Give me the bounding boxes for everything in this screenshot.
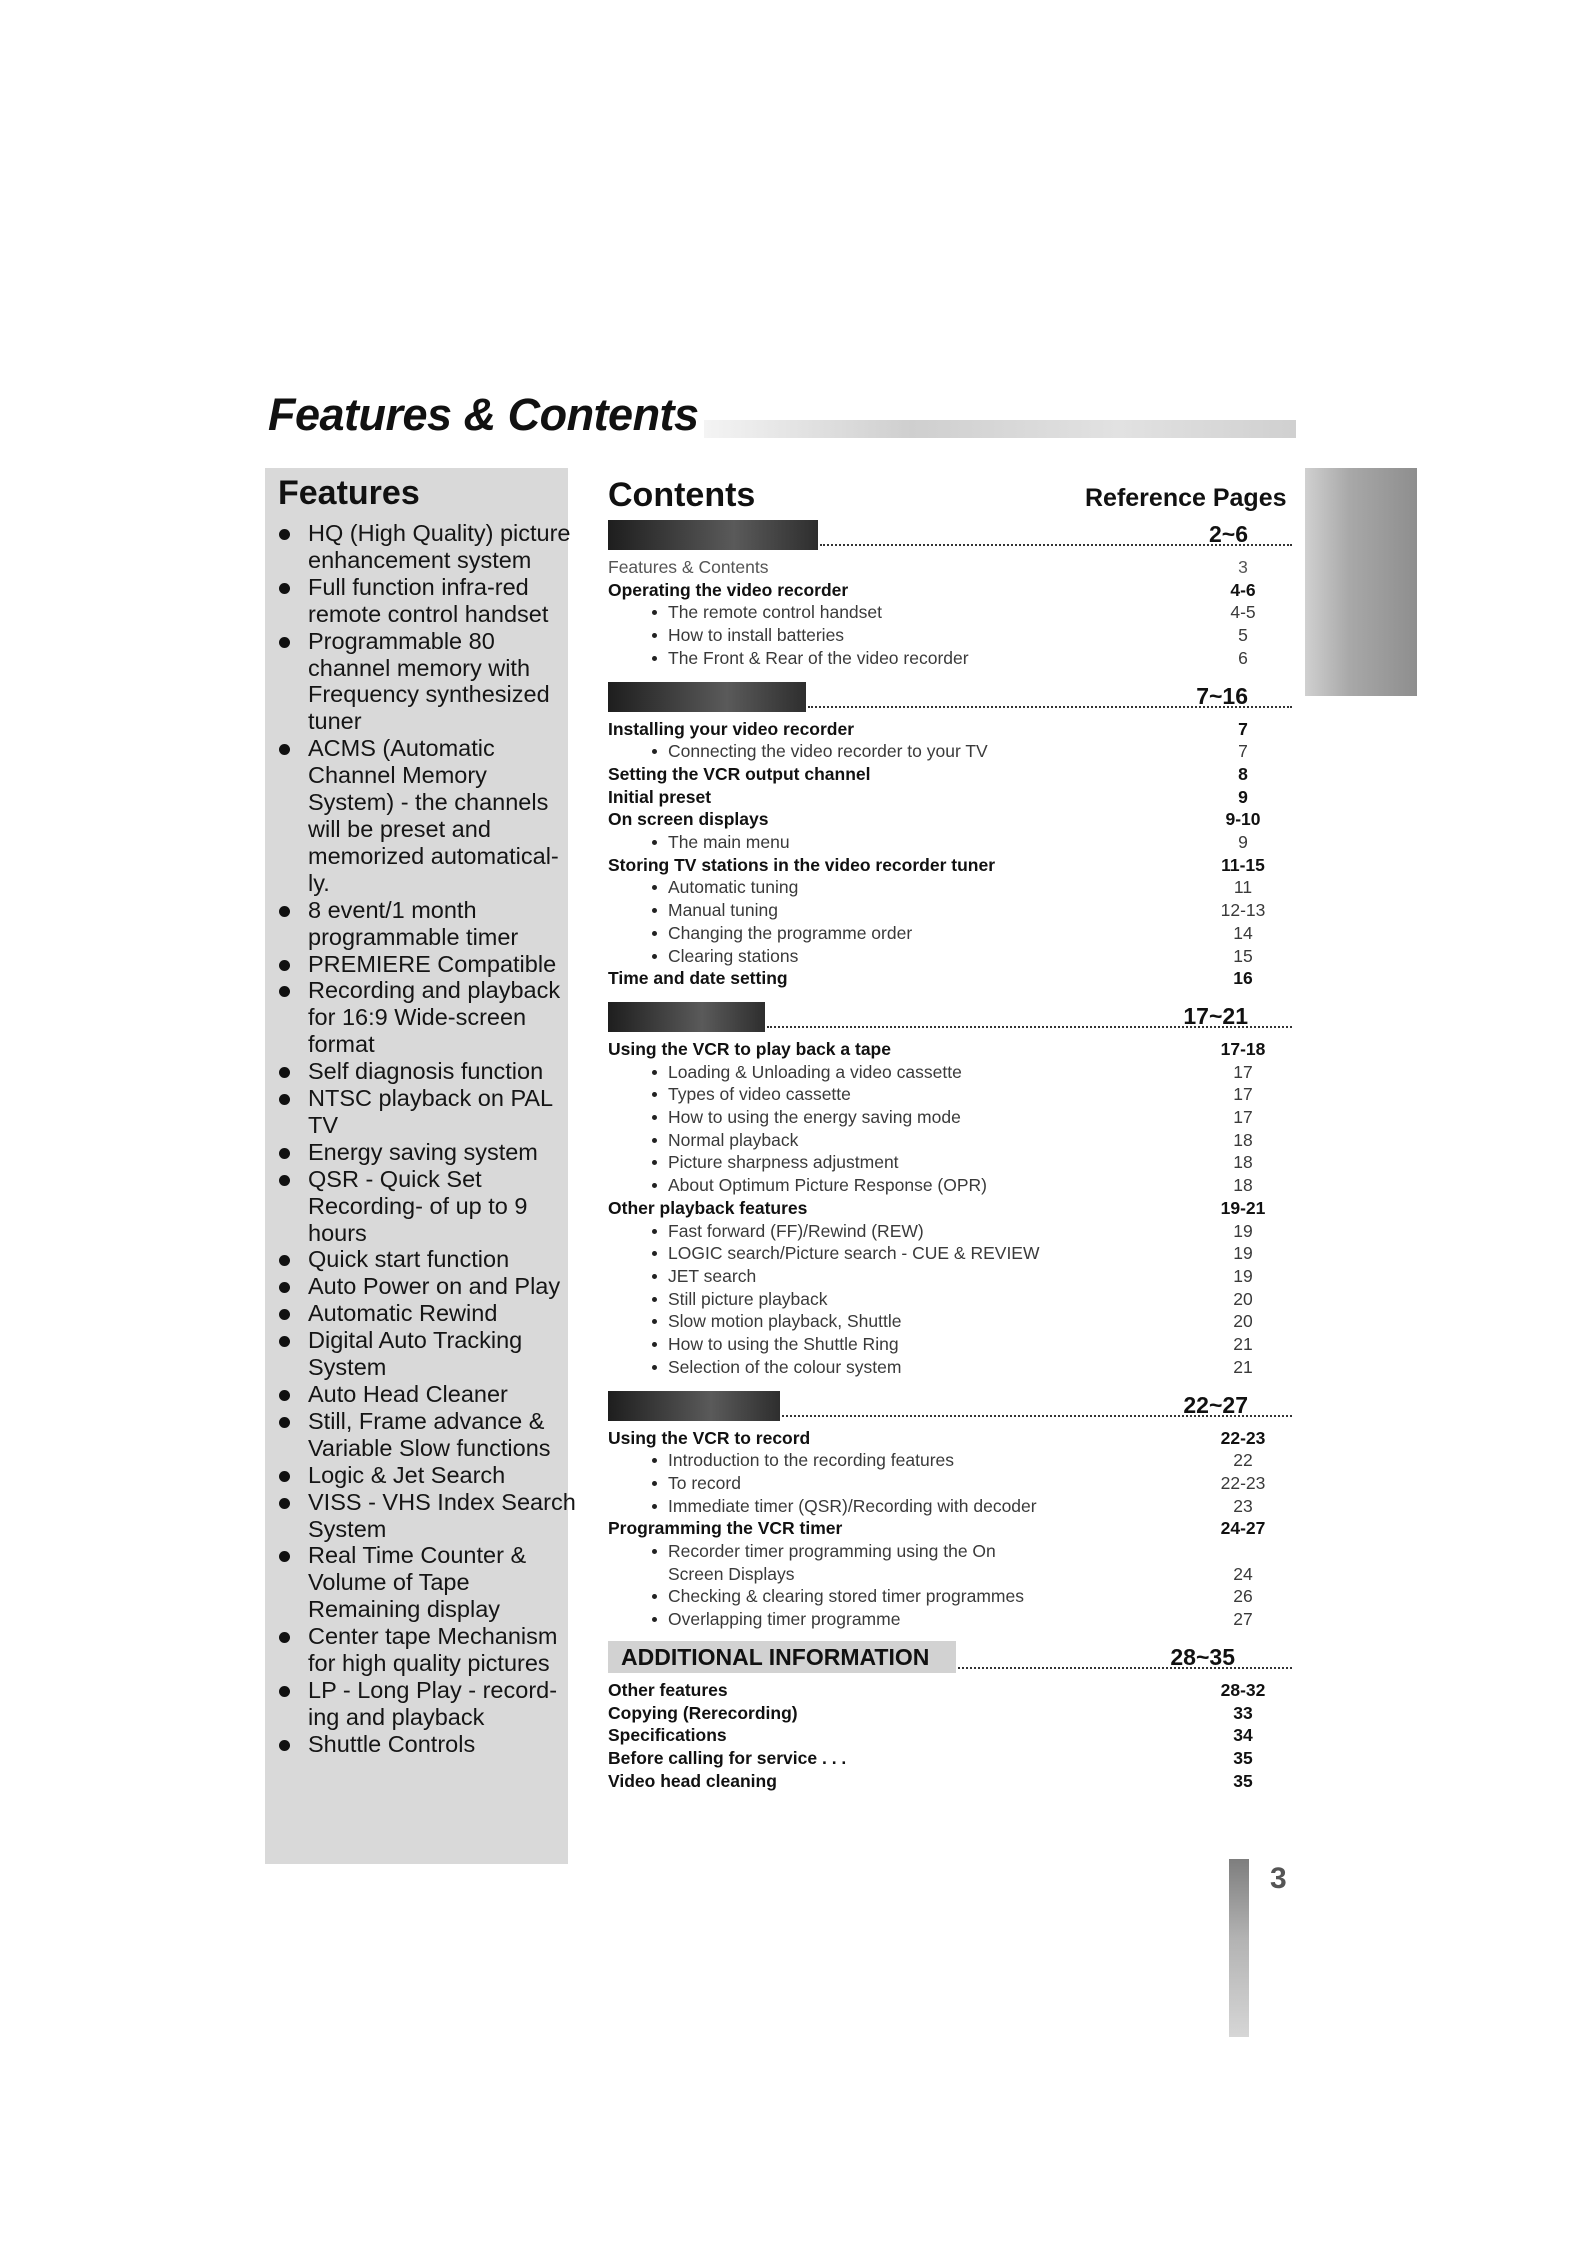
toc-subentry <box>608 876 1292 899</box>
feature-item: Auto Head Cleaner <box>276 1381 576 1408</box>
section-page-range: 7~16 <box>1196 682 1248 709</box>
toc-entry-title: Using the VCR to play back a tape <box>608 1038 891 1059</box>
toc-entry-title: Installing your video recorder <box>608 718 855 739</box>
toc-subentry <box>608 1333 1292 1356</box>
toc-section-header <box>608 680 1292 712</box>
feature-item: Shuttle Controls <box>276 1731 576 1758</box>
toc-entry-page: 22 <box>1233 1450 1253 1471</box>
feature-item: NTSC playback on PAL TV <box>276 1085 576 1139</box>
toc-entry-title: Normal playback <box>668 1129 799 1150</box>
toc-entry-title: How to install batteries <box>668 625 845 646</box>
toc-subentry <box>608 740 1292 763</box>
toc-entry-page: 27 <box>1233 1609 1253 1630</box>
toc-entry-title: LOGIC search/Picture search - CUE & REVIEW <box>668 1243 1040 1264</box>
toc-entry-title: Other playback features <box>608 1197 808 1218</box>
toc-entry-page: 35 <box>1233 1770 1253 1791</box>
toc-entry-page: 17 <box>1233 1061 1253 1082</box>
toc-subentry <box>608 1608 1292 1631</box>
toc-entry-page: 9 <box>1238 786 1248 807</box>
toc-entry-title: Clearing stations <box>668 945 799 966</box>
toc-entry-page: 19 <box>1233 1243 1253 1264</box>
section-side-tab <box>1305 468 1417 696</box>
feature-item: Energy saving system <box>276 1139 576 1166</box>
toc-entry-page: 20 <box>1233 1311 1253 1332</box>
toc-entry <box>608 786 1292 809</box>
toc-entry-page: 9 <box>1238 832 1248 853</box>
toc-entry-title: Using the VCR to record <box>608 1427 811 1448</box>
toc-subentry <box>608 922 1292 945</box>
feature-item: Real Time Counter & Volume of Tape Remaining display <box>276 1542 576 1623</box>
toc-entry-title: Operating the video recorder <box>608 579 849 600</box>
toc-subentry <box>608 1288 1292 1311</box>
section-label-block: ADDITIONAL INFORMATION <box>608 1641 956 1673</box>
toc-entry-page: 19-21 <box>1220 1197 1266 1218</box>
toc-entry <box>608 579 1292 602</box>
toc-entry-page: 28-32 <box>1220 1679 1266 1700</box>
toc-entry-page: 22-23 <box>1220 1472 1266 1493</box>
toc-entry-title: Programming the VCR timer <box>608 1518 843 1539</box>
toc-entry <box>608 854 1292 877</box>
dotted-leader <box>958 1667 1292 1669</box>
toc-entry-title: Recorder timer programming using the On Screen Displays <box>668 1541 996 1584</box>
feature-item: 8 event/1 month programmable timer <box>276 897 576 951</box>
toc-subentry <box>608 1356 1292 1379</box>
toc-entry-title: Loading & Unloading a video cassette <box>668 1061 962 1082</box>
toc-entry <box>608 1038 1292 1061</box>
toc-entry-title: Slow motion playback, Shuttle <box>668 1311 902 1332</box>
section-tab-block <box>608 1002 765 1032</box>
toc-entry-title: Picture sharpness adjustment <box>668 1152 899 1173</box>
toc-entry-page: 18 <box>1233 1129 1253 1150</box>
toc-subentry <box>608 1495 1292 1518</box>
toc-entry-title: Features & Contents <box>608 557 769 577</box>
feature-item: Automatic Rewind <box>276 1300 576 1327</box>
toc-entry-title: Copying (Rerecording) <box>608 1702 798 1723</box>
page-number-strip <box>1229 1859 1249 2037</box>
toc-entry-page: 9-10 <box>1225 809 1261 830</box>
toc-entry-title: Fast forward (FF)/Rewind (REW) <box>668 1220 924 1241</box>
title-gradient-bar <box>704 420 1296 438</box>
table-of-contents <box>608 518 1292 1792</box>
feature-item: Center tape Mechanism for high quality pictures <box>276 1623 576 1677</box>
toc-entry-page: 18 <box>1233 1152 1253 1173</box>
toc-entry-title: The main menu <box>668 832 790 853</box>
toc-entry-page: 14 <box>1233 922 1253 943</box>
toc-section-header <box>608 1389 1292 1421</box>
toc-subentry <box>608 1106 1292 1129</box>
toc-entry-title: Checking & clearing stored timer programmes <box>668 1586 1024 1607</box>
toc-subentry <box>608 1585 1292 1608</box>
toc-entry-page: 19 <box>1233 1220 1253 1241</box>
features-heading: Features <box>278 474 420 512</box>
toc-subentry <box>608 1540 1292 1585</box>
toc-entry-title: Time and date setting <box>608 968 788 989</box>
toc-entry-page: 16 <box>1233 968 1253 989</box>
feature-item: QSR - Quick Set Recording- of up to 9 hours <box>276 1166 576 1247</box>
toc-entry <box>608 1427 1292 1450</box>
toc-subentry <box>608 1449 1292 1472</box>
contents-heading: Contents <box>608 476 756 514</box>
feature-item: LP - Long Play - record- ing and playback <box>276 1677 576 1731</box>
toc-entry-title: Immediate timer (QSR)/Recording with decoder <box>668 1495 1037 1516</box>
toc-entry <box>608 1770 1292 1793</box>
toc-subentry <box>608 1242 1292 1265</box>
toc-entry-page: 18 <box>1233 1175 1253 1196</box>
toc-subentry <box>608 945 1292 968</box>
toc-entry-page: 24 <box>1233 1563 1253 1584</box>
feature-item: ACMS (Automatic Channel Memory System) - the channels will be preset and memorized automatical- ly. <box>276 735 576 896</box>
toc-entry-title: Other features <box>608 1679 728 1700</box>
toc-subentry <box>608 1129 1292 1152</box>
section-tab-block <box>608 1391 780 1421</box>
toc-entry-title: Types of video cassette <box>668 1084 851 1105</box>
toc-entry <box>608 556 1292 579</box>
toc-entry-page: 21 <box>1233 1356 1253 1377</box>
toc-entry-page: 7 <box>1238 718 1248 739</box>
reference-pages-heading: Reference Pages <box>1085 484 1287 512</box>
toc-entry-title: Automatic tuning <box>668 877 799 898</box>
section-page-range: 17~21 <box>1183 1002 1248 1029</box>
toc-entry <box>608 1679 1292 1702</box>
features-list <box>276 520 576 1758</box>
toc-entry <box>608 1517 1292 1540</box>
toc-entry <box>608 718 1292 741</box>
toc-subentry <box>608 1220 1292 1243</box>
toc-section-header <box>608 1641 1292 1673</box>
toc-entry <box>608 808 1292 831</box>
toc-entry-title: Manual tuning <box>668 900 778 921</box>
toc-subentry <box>608 601 1292 624</box>
toc-subentry <box>608 1151 1292 1174</box>
toc-entry-title: Initial preset <box>608 786 712 807</box>
toc-entry <box>608 1747 1292 1770</box>
toc-entry-page: 20 <box>1233 1288 1253 1309</box>
toc-subentry <box>608 624 1292 647</box>
toc-entry-page: 12-13 <box>1220 900 1266 921</box>
toc-entry-page: 26 <box>1233 1586 1253 1607</box>
feature-item: Programmable 80 channel memory with Frequency synthesized tuner <box>276 628 576 736</box>
toc-section-header <box>608 1000 1292 1032</box>
toc-entry-title: To record <box>668 1472 741 1493</box>
page-number: 3 <box>1270 1862 1287 1895</box>
toc-entry-title: Selection of the colour system <box>668 1356 902 1377</box>
section-tab-block <box>608 682 806 712</box>
toc-entry-page: 6 <box>1238 647 1248 668</box>
toc-entry <box>608 1197 1292 1220</box>
toc-entry-title: Video head cleaning <box>608 1770 777 1791</box>
toc-subentry <box>608 1472 1292 1495</box>
toc-entry-title: Connecting the video recorder to your TV <box>668 741 988 762</box>
toc-section-header <box>608 518 1292 550</box>
feature-item: Digital Auto Tracking System <box>276 1327 576 1381</box>
toc-entry-page: 11 <box>1233 877 1253 898</box>
feature-item: Quick start function <box>276 1246 576 1273</box>
toc-entry-title: Changing the programme order <box>668 922 913 943</box>
toc-entry-page: 17-18 <box>1220 1038 1266 1059</box>
toc-entry <box>608 763 1292 786</box>
toc-entry-page: 23 <box>1233 1495 1253 1516</box>
toc-subentry <box>608 1265 1292 1288</box>
toc-subentry <box>608 647 1292 670</box>
feature-item: Auto Power on and Play <box>276 1273 576 1300</box>
page-title: Features & Contents <box>268 389 699 440</box>
toc-entry-page: 19 <box>1233 1265 1253 1286</box>
feature-item: PREMIERE Compatible <box>276 951 576 978</box>
toc-subentry <box>608 1174 1292 1197</box>
toc-entry-title: Before calling for service . . . <box>608 1747 847 1768</box>
toc-entry-title: Storing TV stations in the video recorder tuner <box>608 854 995 875</box>
section-page-range: 2~6 <box>1208 521 1248 547</box>
toc-entry-title: How to using the energy saving mode <box>668 1107 961 1128</box>
toc-entry-title: The remote control handset <box>668 602 883 623</box>
toc-entry-page: 3 <box>1238 557 1248 577</box>
toc-entry-page: 33 <box>1233 1702 1253 1723</box>
toc-entry-title: Specifications <box>608 1725 727 1746</box>
toc-entry-page: 11-15 <box>1221 854 1265 875</box>
toc-subentry <box>608 1310 1292 1333</box>
toc-entry-title: About Optimum Picture Response (OPR) <box>668 1175 988 1196</box>
toc-entry-page: 21 <box>1233 1334 1253 1355</box>
toc-entry-title: Still picture playback <box>668 1288 828 1309</box>
toc-entry-page: 15 <box>1233 945 1253 966</box>
toc-entry-title: Setting the VCR output channel <box>608 763 871 784</box>
toc-entry-page: 4-6 <box>1230 579 1256 600</box>
toc-entry-page: 17 <box>1233 1107 1253 1128</box>
toc-entry-title: The Front & Rear of the video recorder <box>668 647 969 668</box>
section-page-range: 28~35 <box>1170 1643 1235 1670</box>
toc-entry-page: 24-27 <box>1220 1518 1266 1539</box>
feature-item: VISS - VHS Index Search System <box>276 1489 576 1543</box>
toc-entry-page: 34 <box>1233 1725 1253 1746</box>
toc-entry-title: Overlapping timer programme <box>668 1609 901 1630</box>
section-tab-block <box>608 520 818 550</box>
toc-entry-page: 4-5 <box>1230 602 1256 623</box>
toc-entry <box>608 1702 1292 1725</box>
toc-subentry <box>608 899 1292 922</box>
toc-entry-title: JET search <box>668 1265 757 1286</box>
feature-item: Still, Frame advance & Variable Slow functions <box>276 1408 576 1462</box>
toc-entry-page: 8 <box>1238 763 1248 784</box>
toc-entry <box>608 967 1292 990</box>
feature-item: HQ (High Quality) picture enhancement system <box>276 520 576 574</box>
toc-subentry <box>608 1061 1292 1084</box>
section-page-range: 22~27 <box>1183 1391 1248 1418</box>
toc-entry-title: Introduction to the recording features <box>668 1450 955 1471</box>
feature-item: Recording and playback for 16:9 Wide-screen format <box>276 977 576 1058</box>
toc-entry-page: 17 <box>1233 1084 1253 1105</box>
toc-entry <box>608 1724 1292 1747</box>
feature-item: Self diagnosis function <box>276 1058 576 1085</box>
feature-item: Logic & Jet Search <box>276 1462 576 1489</box>
toc-entry-page: 35 <box>1233 1747 1253 1768</box>
toc-subentry <box>608 831 1292 854</box>
toc-entry-title: On screen displays <box>608 809 769 830</box>
feature-item: Full function infra-red remote control handset <box>276 574 576 628</box>
toc-subentry <box>608 1083 1292 1106</box>
toc-entry-title: How to using the Shuttle Ring <box>668 1334 899 1355</box>
toc-entry-page: 7 <box>1238 741 1248 762</box>
toc-entry-page: 22-23 <box>1220 1427 1266 1448</box>
toc-entry-page: 5 <box>1238 625 1248 646</box>
